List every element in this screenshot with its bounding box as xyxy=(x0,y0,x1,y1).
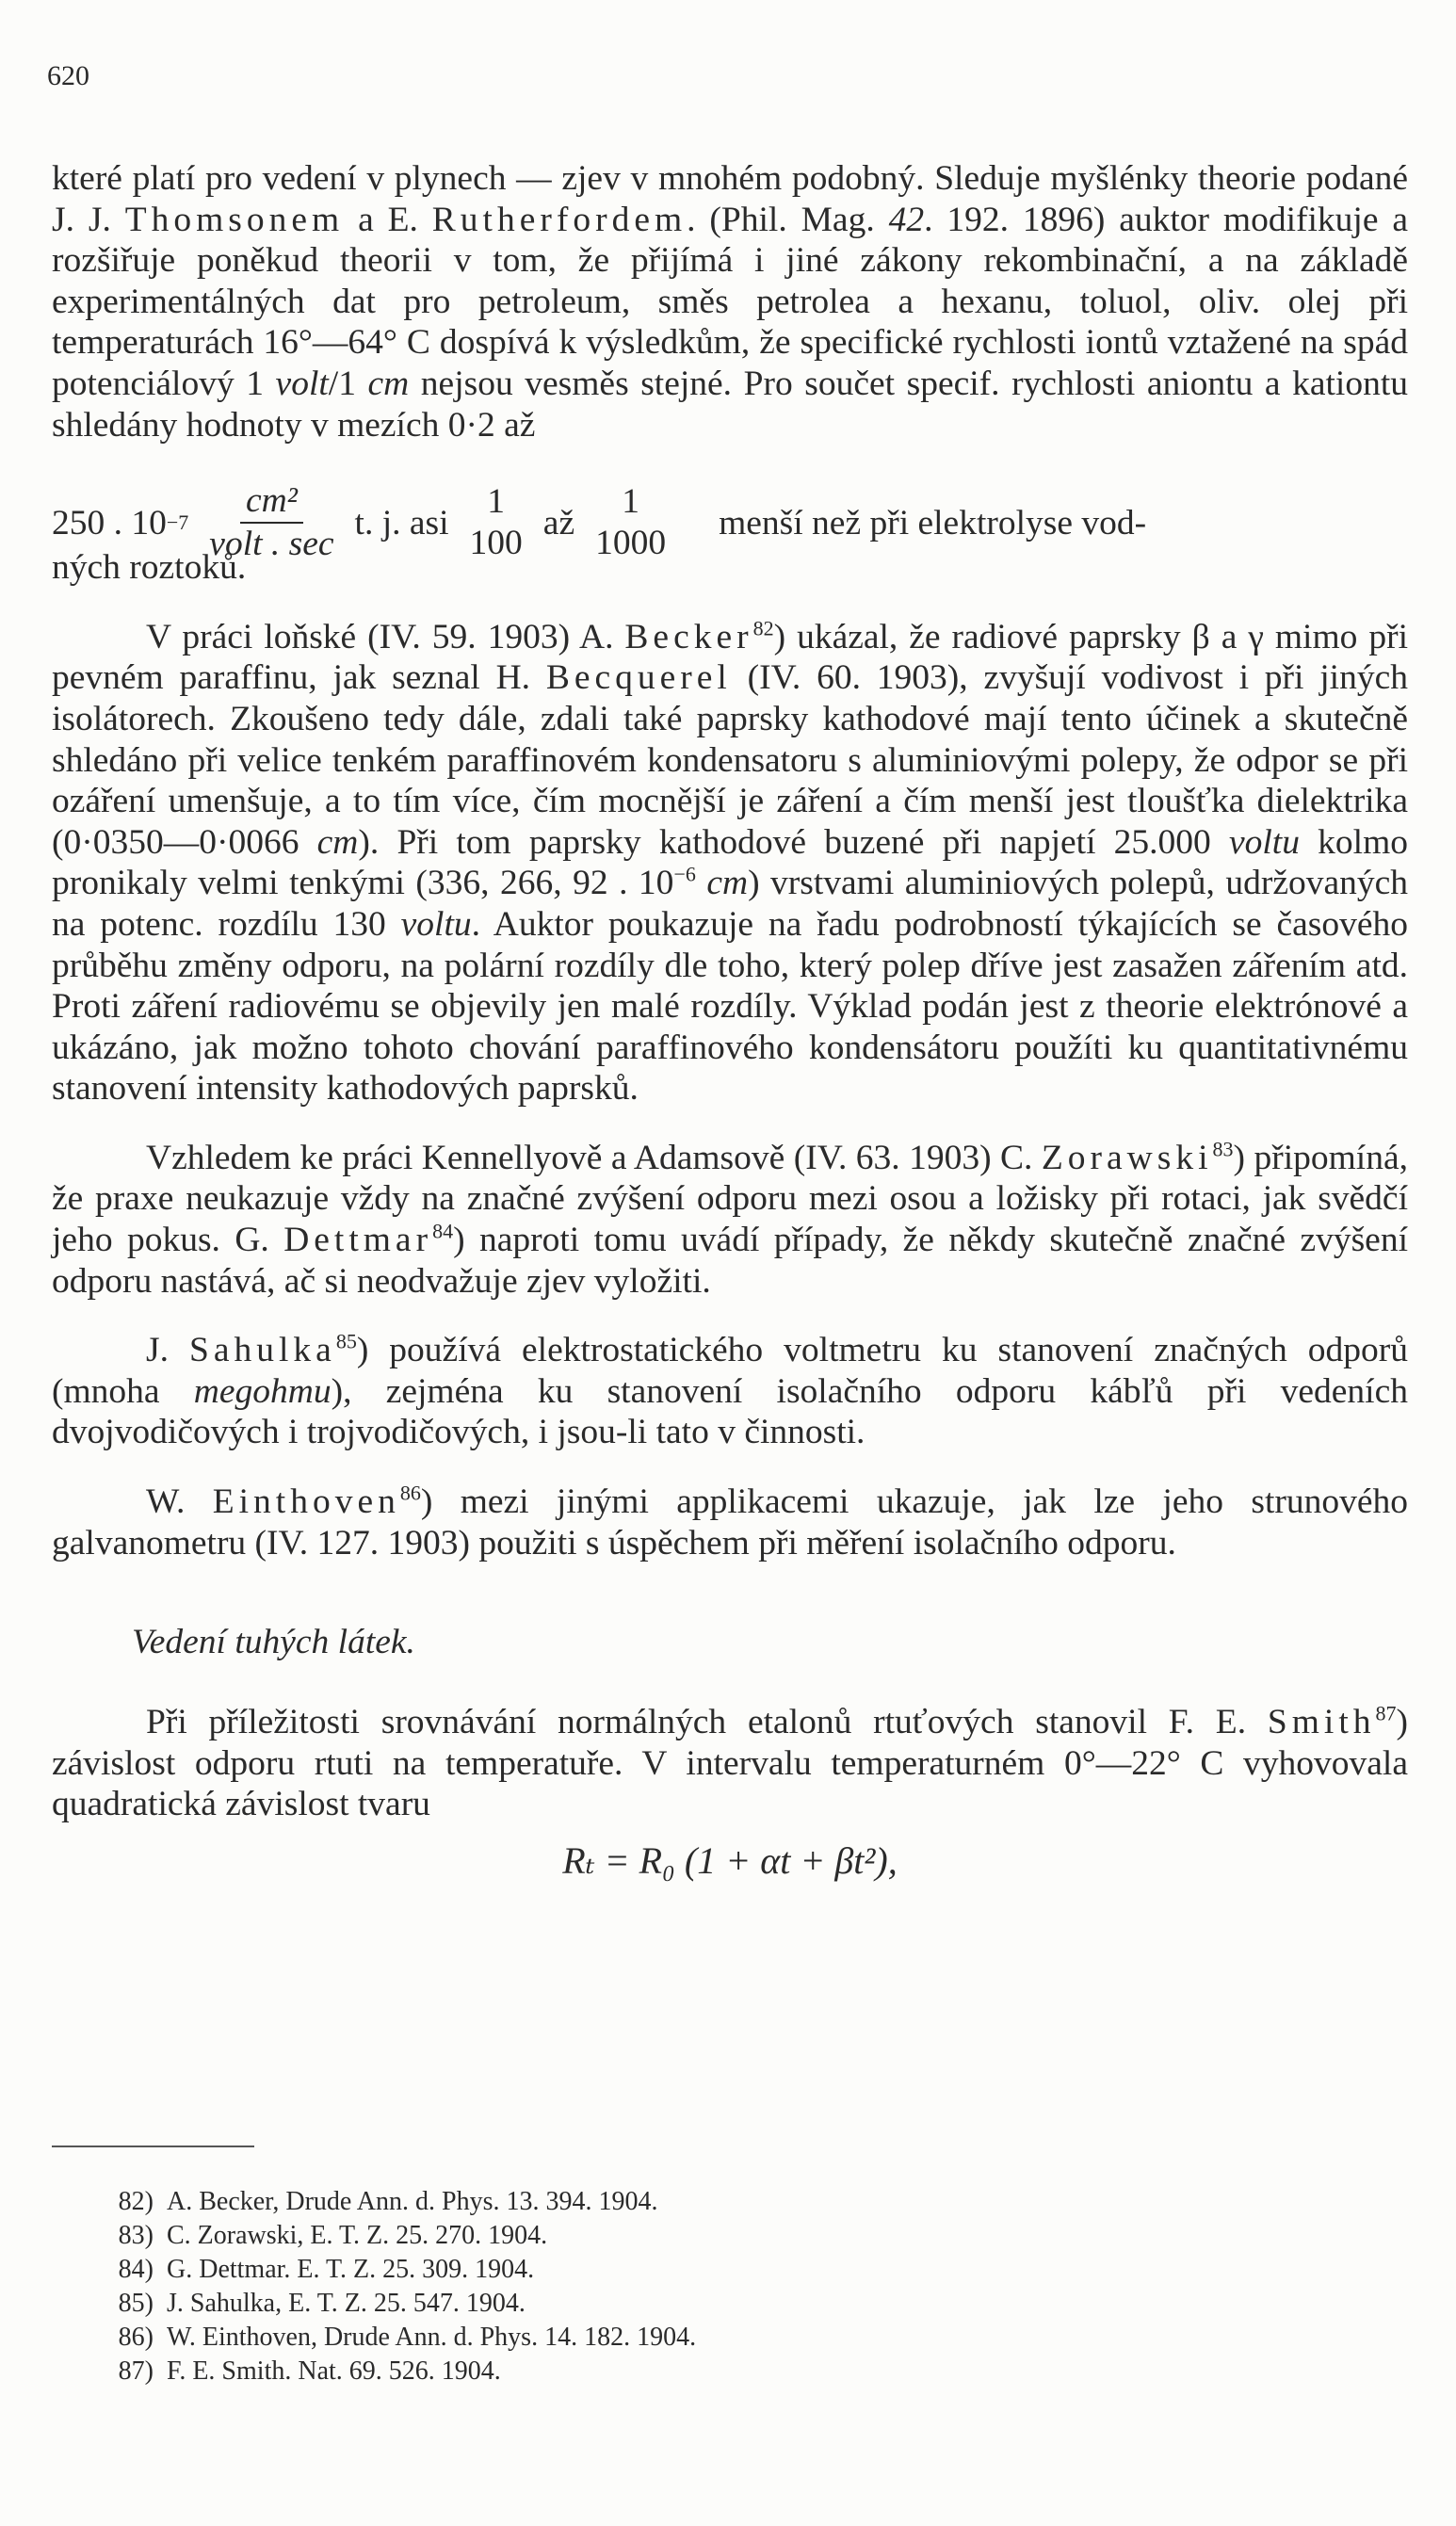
footnotes xyxy=(108,2185,696,2388)
paragraph-einthoven: W. Einthoven$^{86}$) mezi jinými applikacemi ukazuje, jak lze jeho strunového galvanometru (IV. 127. 1903) použiti s úspěchem při měření isolačního odporu. xyxy=(52,1481,1409,1563)
footnote: 86) W. Einthoven, Drude Ann. d. Phys. 14. 182. 1904. xyxy=(118,2323,697,2352)
paragraph-smith: Při příležitosti srovnávání normálných etalonů rtuťových stanovil F. E. Smith$^{87}$) závislost odporu rtuti na temperatuře. V intervalu temperaturném 0°—22° C vyhovovala quadratická závislost tvaru xyxy=(52,1701,1408,1824)
equation: Rₜ = R₀ (1 + αt + βt²), xyxy=(562,1839,898,1882)
footnote: 82) A. Becker, Drude Ann. d. Phys. 13. 394. 1904. xyxy=(118,2187,658,2216)
fraction-one-thousandth: 1 1000 xyxy=(595,482,667,563)
page-number: 620 xyxy=(47,60,89,91)
section-heading: Vedení tuhých látek. xyxy=(132,1623,415,1662)
footnote: 87) F. E. Smith. Nat. 69. 526. 1904. xyxy=(118,2356,501,2386)
fraction-one-hundredth: 1 100 xyxy=(469,482,523,563)
footnote: 84) G. Dettmar. E. T. Z. 25. 309. 1904. xyxy=(118,2255,535,2284)
paragraph-zorawski: Vzhledem ke práci Kennellyově a Adamsově (IV. 63. 1903) C. Zorawski$^{83}$) připomíná, že praxe neukazuje vždy na značné zvýšení odporu mezi osou a ložisky při rotaci, jak svědčí jeho pokus. G. Dettmar$^{84}$) naproti tomu uvádí případy, že někdy skutečně značné zvýšení odporu nastává, ač si neodvažuje zjev vyložiti. xyxy=(52,1137,1408,1301)
main-text xyxy=(52,158,1408,1883)
footnote-rule xyxy=(52,2145,254,2147)
paragraph-1: které platí pro vedení v plynech — zjev v mnohém podobný. Sleduje myšlénky theorie podané J. J. Thomsonem a E. Rutherfordem. (Phil. Mag. 42. 192. 1896) auktor modifikuje a rozšiřuje poněkud theorii v tom, že přijímá i jiné zákony rekombinační, a na základě experimentálných dat pro petroleum, směs petrolea a hexanu, toluol, oliv. olej při temperaturách 16°—64° C dospívá k výsledkům, že specifické rychlosti iontů vztažené na spád potenciálový 1 volt/1 cm nejsou vesměs stejné. Pro součet specif. rychlosti aniontu a kationtu shledány hodnoty v mezích 0·2 až xyxy=(52,159,1409,445)
paragraph-becker: V práci loňské (IV. 59. 1903) A. Becker$^{82}$) ukázal, že radiové paprsky β a γ mimo při pevném paraffinu, jak seznal H. Becquerel (IV. 60. 1903), zvyšují vodivost i při jiných isolátorech. Zkoušeno tedy dále, zdali také paprsky kathodové mají tento účinek a skutečně shledáno při velice tenkém paraffinovém kondensatoru s aluminiovými polepy, že odpor se při ozáření umenšuje, a to tím více, čím mocnější je záření a čím menší jest tloušťka dielektrika (0·0350—0·0066 cm). Při tom paprsky kathodové buzené při napjetí 25.000 voltu kolmo pronikaly velmi tenkými (336, 266, 92 . $10^{-6}$ cm) vrstvami aluminiových polepů, udržovaných na potenc. rozdílu 130 voltu. Auktor poukazuje na řadu podrobností týkajících se časového průběhu změny odporu, na polární rozdíly dle toho, který polep dříve jest zasažen zářením atd. Proti záření radiovému se objevily jen malé rozdíly. Výklad podán jest z theorie elektrónové a ukázáno, jak možno tohoto chování paraffinového kondensátoru použíti ku quantitativnému stanovení intensity kathodových paprsků. xyxy=(52,616,1409,1109)
unit-fraction: $\frac{\text{cm²}}{\text{volt . sec}}$ xyxy=(209,481,334,564)
inline-formula: 250 . 10 −7 $\frac{\text{cm²}}{\text{volt . sec}}$ t. j. asi 1 100 až 1 1000 menší než při elektrolyse vod- xyxy=(52,481,1147,564)
paragraph-sahulka: J. Sahulka$^{85}$) používá elektrostatického voltmetru ku stanovení značných odporů (mnoha megohmu), zejména ku stanovení isolačního odporu kábľů při vedeních dvojvodičových i trojvodičových, i jsou-li tato v činnosti. xyxy=(52,1329,1409,1452)
footnote: 83) C. Zorawski, E. T. Z. 25. 270. 1904. xyxy=(118,2221,548,2250)
formula-continuation: ných roztoků. xyxy=(52,548,247,588)
footnote: 85) J. Sahulka, E. T. Z. 25. 547. 1904. xyxy=(118,2289,526,2318)
